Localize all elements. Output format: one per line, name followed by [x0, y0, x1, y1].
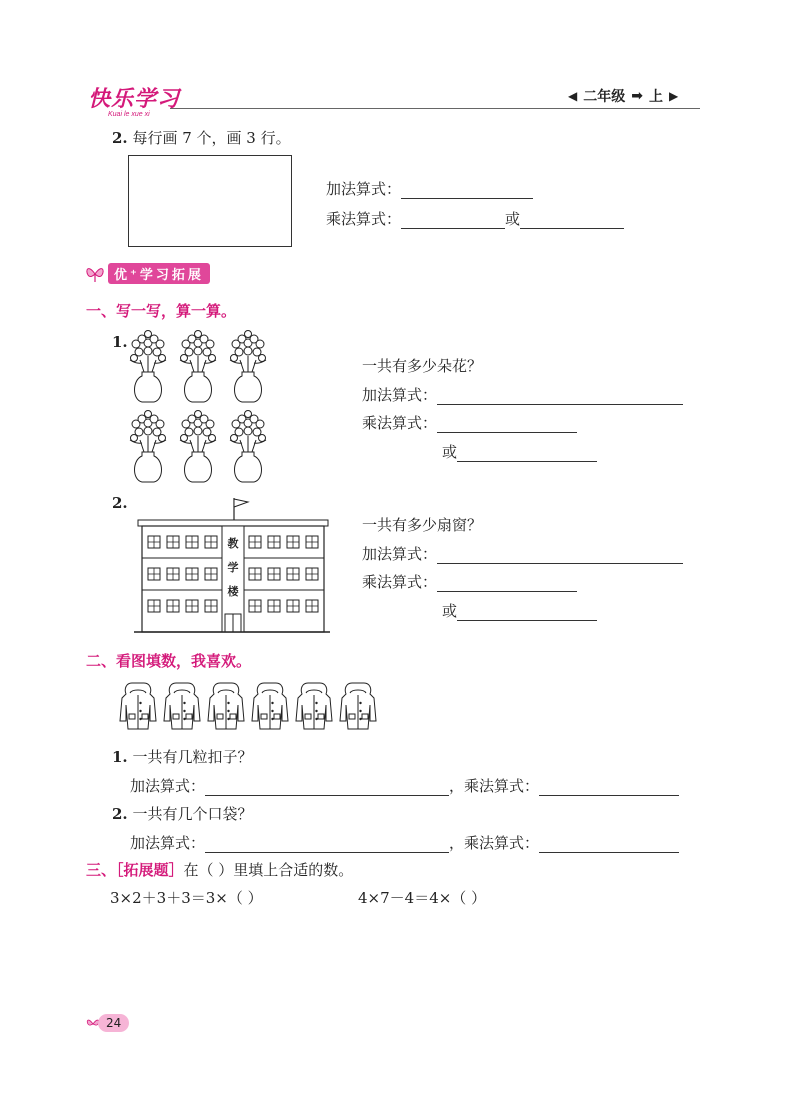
part1-q2-number: 2.	[112, 494, 128, 512]
section-banner	[84, 262, 210, 284]
part3-equation-1[interactable]: 3×2＋3＋3＝3×（ ）	[110, 889, 263, 907]
butterfly-icon	[84, 262, 106, 284]
top-exercise: 2. 每行画 7 个，画 3 行。	[112, 129, 291, 147]
school-building-illustration	[134, 496, 330, 636]
answer-blank[interactable]	[401, 182, 533, 199]
answer-blank[interactable]	[539, 836, 679, 853]
building-sign: 教 学 楼	[227, 537, 239, 598]
part1-q1-number: 1.	[112, 333, 128, 351]
logo-text: 快乐学习	[88, 87, 181, 112]
extension-tag: ［拓展题］	[116, 861, 184, 879]
answer-blank[interactable]	[437, 388, 683, 405]
part1-q2-question: 一共有多少扇窗？	[362, 516, 483, 534]
part3-equation-2[interactable]: 4×7－4＝4×（ ）	[358, 889, 487, 907]
part2-q1: 1. 一共有几粒扣子？	[112, 748, 253, 766]
part1-q2-or-row: 或	[442, 600, 597, 621]
answer-blank[interactable]	[520, 212, 624, 229]
grade-label: 二年级	[583, 89, 626, 105]
part1-q1-or-row: 或	[442, 441, 597, 462]
left-arrow-icon: ◀	[568, 89, 578, 103]
part2-q1-answer-row: 加法算式： ，乘法算式：	[130, 775, 679, 796]
part2-q2: 2. 一共有几个口袋？	[112, 805, 253, 823]
grade-indicator	[568, 86, 678, 106]
answer-blank[interactable]	[457, 445, 597, 462]
answer-blank[interactable]	[539, 779, 679, 796]
page-number: 24	[98, 1014, 129, 1032]
answer-blank[interactable]	[205, 836, 449, 853]
header-rule	[170, 108, 700, 109]
banner-label: 优⁺学习拓展	[108, 263, 210, 284]
page-number-badge	[86, 1014, 129, 1032]
flower-vases-illustration	[124, 328, 274, 484]
top-multiplication-row: 乘法算式： 或	[326, 208, 624, 229]
drawing-box[interactable]	[128, 155, 292, 247]
answer-blank[interactable]	[205, 779, 449, 796]
term-label: 上	[648, 89, 663, 105]
part2-title: 二、看图填数，我喜欢。	[86, 652, 252, 670]
part2-q2-answer-row: 加法算式： ，乘法算式：	[130, 832, 679, 853]
answer-blank[interactable]	[457, 604, 597, 621]
part1-q2-multiplication-row: 乘法算式：	[362, 571, 577, 592]
raincoats-illustration	[116, 680, 382, 732]
part1-title: 一、写一写，算一算。	[86, 302, 237, 320]
answer-blank[interactable]	[401, 212, 505, 229]
logo-pinyin: Kuai le xue xi	[108, 111, 150, 118]
header-logo	[88, 82, 180, 118]
right-triangle-icon: ▶	[668, 89, 679, 103]
top-exercise-text: 每行画 7 个，画 3 行。	[132, 129, 291, 147]
part1-q1-addition-row: 加法算式：	[362, 384, 683, 405]
part1-q1-question: 一共有多少朵花？	[362, 357, 483, 375]
part1-q1-multiplication-row: 乘法算式：	[362, 412, 577, 433]
answer-blank[interactable]	[437, 416, 577, 433]
top-addition-row: 加法算式：	[326, 178, 533, 199]
right-arrow-icon: ➡	[631, 88, 643, 104]
answer-blank[interactable]	[437, 575, 577, 592]
answer-blank[interactable]	[437, 547, 683, 564]
part3-title: 三、［拓展题］在（ ）里填上合适的数。	[86, 861, 354, 879]
part1-q2-addition-row: 加法算式：	[362, 543, 683, 564]
